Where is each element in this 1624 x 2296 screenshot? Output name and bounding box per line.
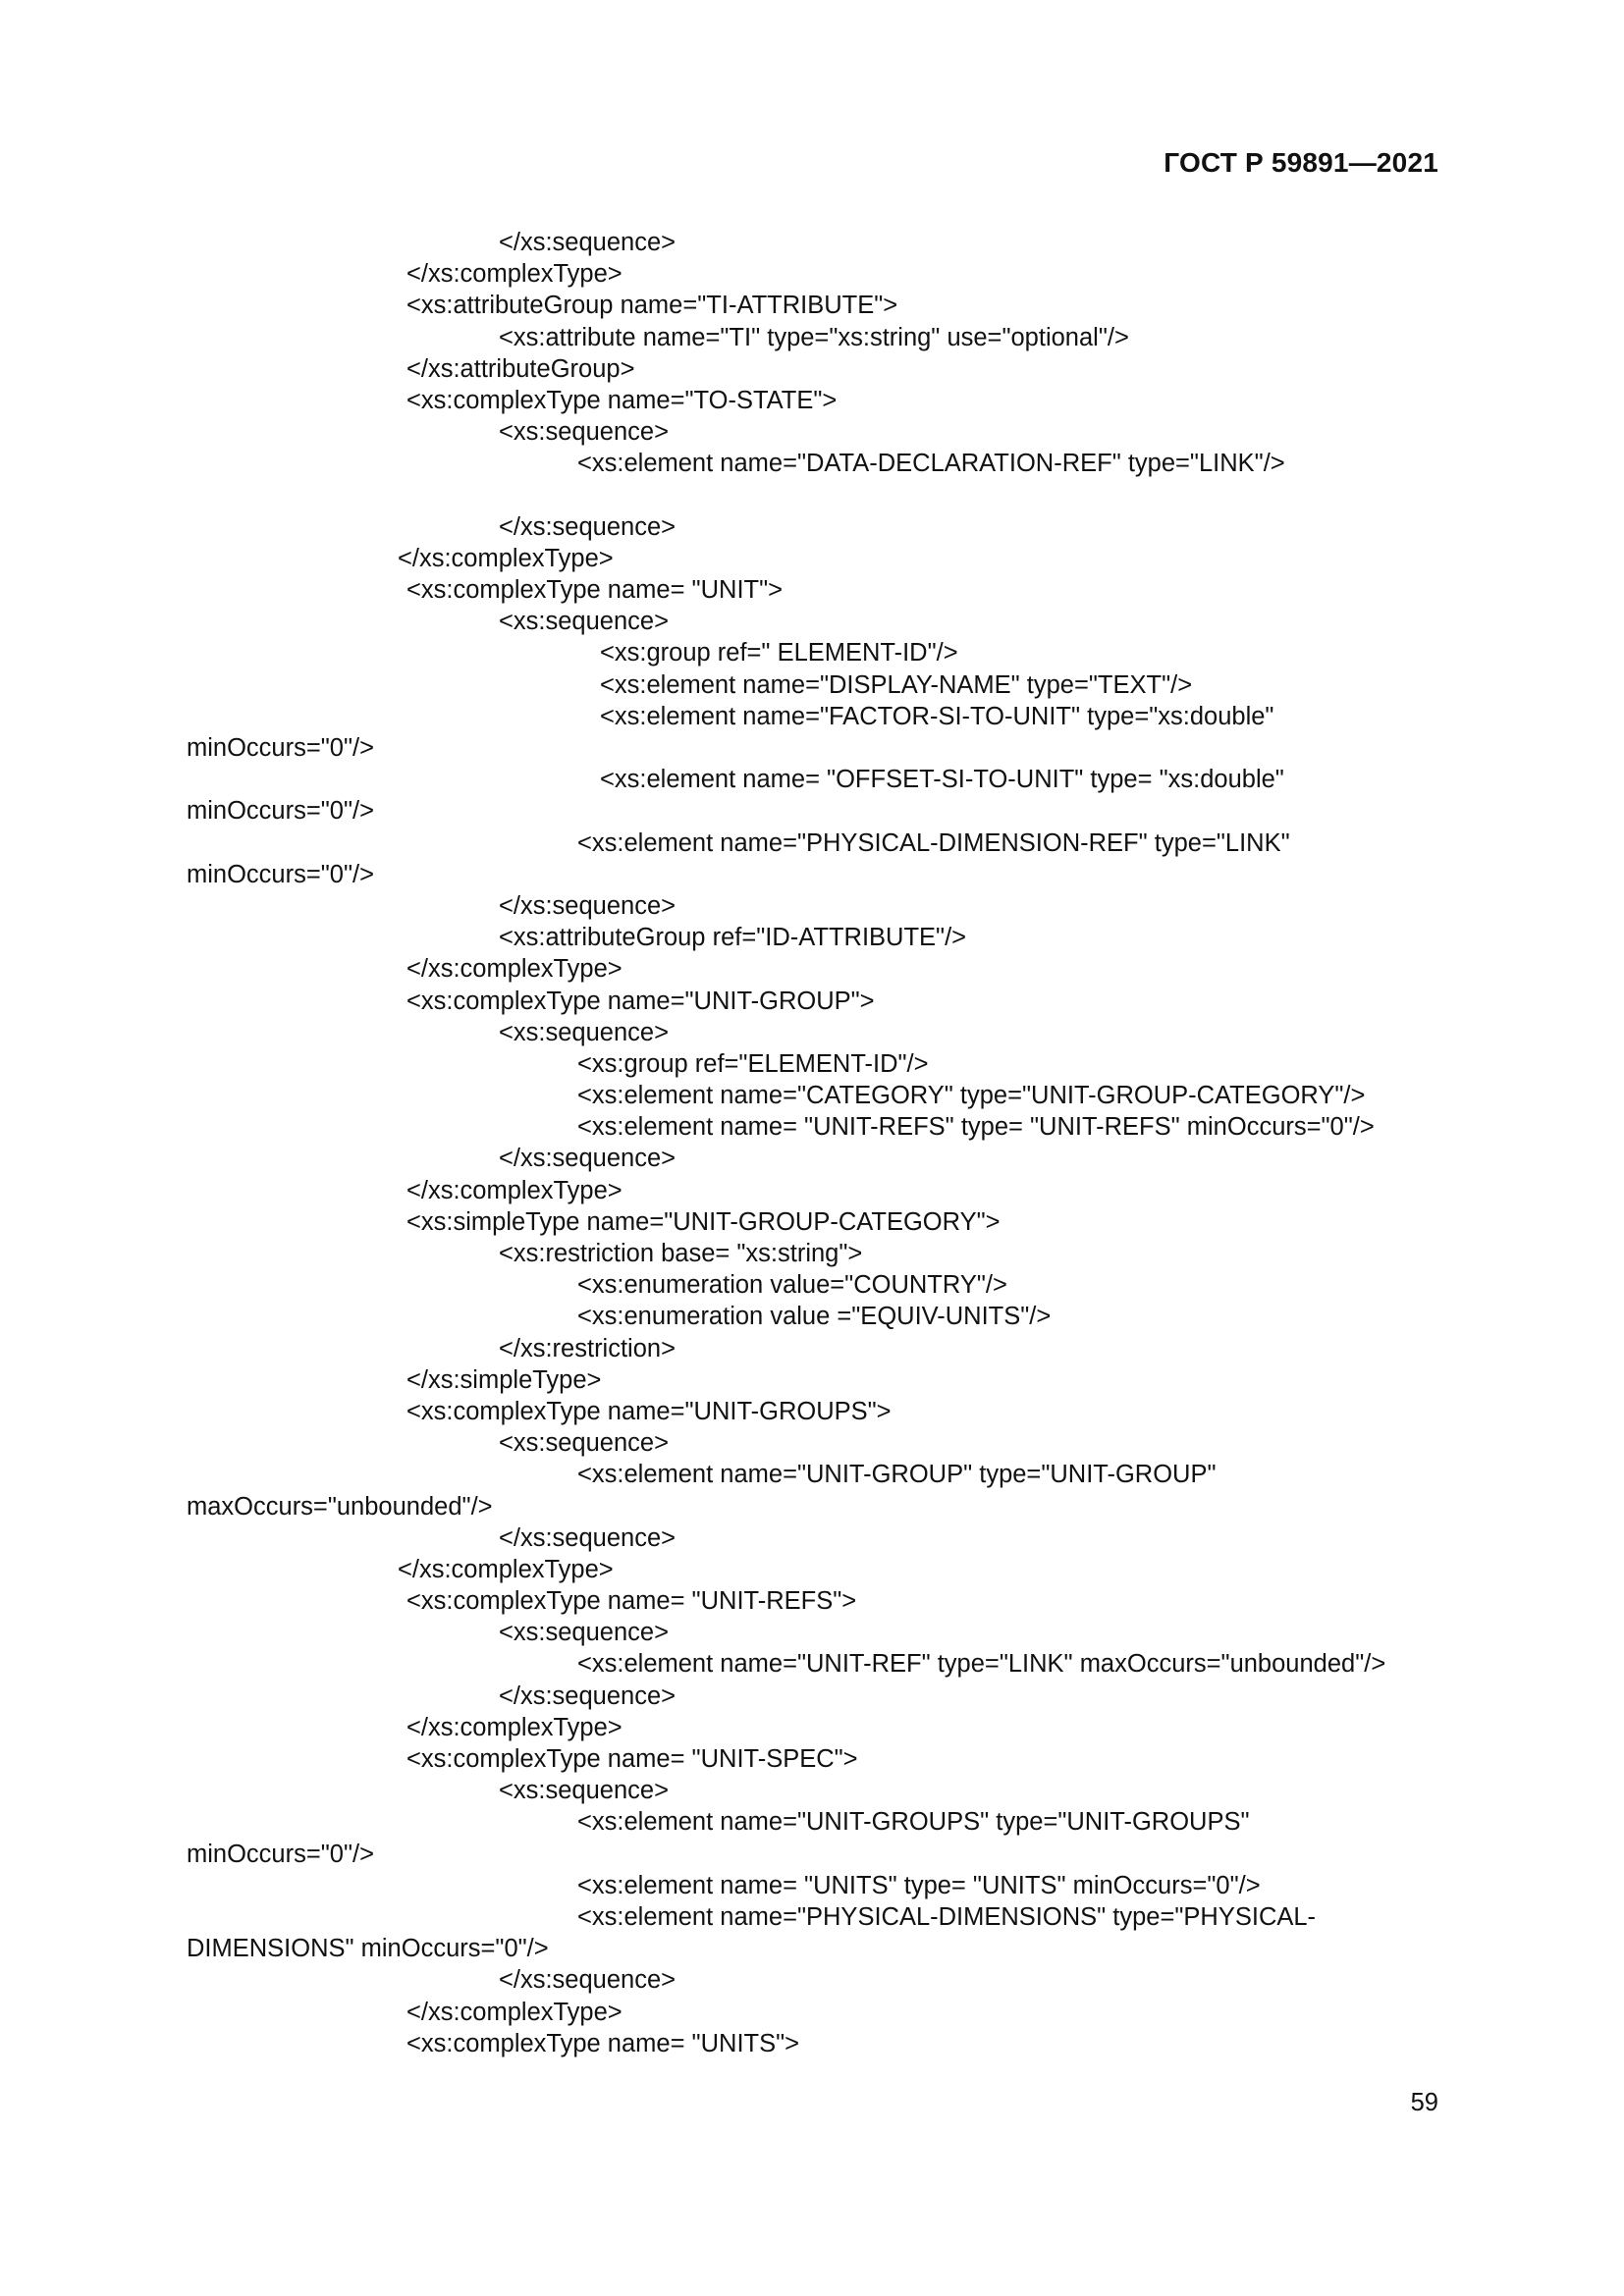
code-line-text: <xs:simpleType name="UNIT-GROUP-CATEGORY">: [406, 1207, 1001, 1236]
code-line: [0, 1933, 1624, 1964]
code-line: [0, 1048, 1624, 1080]
code-line: [0, 511, 1624, 543]
code-line: [0, 1997, 1624, 2028]
code-line-text: DIMENSIONS" minOccurs="0"/>: [187, 1935, 549, 1963]
code-line: [0, 606, 1624, 637]
code-line-text: <xs:restriction base= "xs:string">: [499, 1240, 863, 1267]
code-line: [0, 1364, 1624, 1396]
code-line-text: <xs:sequence>: [499, 1777, 669, 1805]
code-line-text: </xs:complexType>: [406, 955, 623, 984]
code-line-text: maxOccurs="unbounded"/>: [187, 1492, 493, 1521]
code-line: [0, 1459, 1624, 1490]
code-line-text: <xs:group ref="ELEMENT-ID"/>: [577, 1049, 929, 1078]
code-line: [0, 2028, 1624, 2059]
code-line-text: </xs:sequence>: [499, 891, 677, 920]
code-line: [0, 1585, 1624, 1617]
code-line-text: <xs:group ref=" ELEMENT-ID"/>: [600, 639, 958, 667]
code-line-text: <xs:complexType name="TO-STATE">: [406, 386, 838, 414]
code-line-text: </xs:complexType>: [406, 1713, 623, 1741]
code-line-text: <xs:attributeGroup ref="ID-ATTRIBUTE"/>: [499, 924, 967, 952]
code-line: [0, 1080, 1624, 1111]
code-line-text: <xs:complexType name= "UNIT-REFS">: [406, 1587, 857, 1616]
code-line-text: </xs:complexType>: [406, 1176, 623, 1204]
code-line-text: <xs:attributeGroup name="TI-ATTRIBUTE">: [406, 292, 898, 320]
code-line-text: <xs:complexType name= "UNITS">: [406, 2029, 800, 2057]
code-line: [0, 1238, 1624, 1269]
code-line: [0, 986, 1624, 1017]
code-line: [0, 1681, 1624, 1712]
code-line-text: </xs:sequence>: [499, 229, 677, 256]
code-line: [0, 1617, 1624, 1648]
code-line-text: </xs:sequence>: [499, 1145, 677, 1173]
code-line-text: <xs:attribute name="TI" type="xs:string" use="optional"/>: [499, 323, 1129, 351]
code-line: [0, 1839, 1624, 1870]
code-line-text: </xs:complexType>: [398, 1555, 614, 1583]
code-line: [0, 1175, 1624, 1206]
xsd-code-listing: [0, 227, 1624, 2059]
code-line-text: <xs:element name="DATA-DECLARATION-REF" type="LINK"/>: [577, 450, 1285, 478]
code-line-text: <xs:sequence>: [499, 1018, 669, 1046]
code-line-text: <xs:complexType name= "UNIT">: [406, 576, 784, 605]
code-line: [0, 1901, 1624, 1933]
code-line: [0, 1870, 1624, 1901]
code-line-text: minOccurs="0"/>: [187, 1840, 375, 1868]
code-line-text: <xs:element name="UNIT-GROUPS" type="UNIT-GROUPS": [577, 1808, 1250, 1837]
code-line: [0, 1964, 1624, 1996]
code-line: [0, 258, 1624, 290]
code-line: [0, 353, 1624, 385]
page-number: 59: [1410, 2089, 1438, 2116]
code-line-text: <xs:complexType name="UNIT-GROUPS">: [406, 1397, 892, 1425]
code-line: [0, 764, 1624, 795]
code-line-text: minOccurs="0"/>: [187, 797, 375, 826]
code-line: [0, 1491, 1624, 1522]
code-line-text: <xs:element name="PHYSICAL-DIMENSIONS" type="PHYSICAL-: [577, 1902, 1317, 1931]
code-line-text: </xs:complexType>: [406, 260, 623, 289]
code-line: [0, 290, 1624, 321]
code-line-text: </xs:sequence>: [499, 1682, 677, 1710]
code-line-text: <xs:complexType name= "UNIT-SPEC">: [406, 1745, 858, 1773]
code-line: [0, 416, 1624, 448]
code-line: [0, 1143, 1624, 1174]
code-line-text: <xs:sequence>: [499, 608, 669, 636]
code-line: [0, 1648, 1624, 1680]
code-line-text: <xs:element name= "OFFSET-SI-TO-UNIT" type= "xs:double": [600, 766, 1284, 794]
code-line: [0, 574, 1624, 606]
code-line: [0, 828, 1624, 859]
code-line: [0, 227, 1624, 258]
code-line-text: <xs:enumeration value ="EQUIV-UNITS"/>: [577, 1303, 1052, 1331]
code-line-text: <xs:element name="UNIT-REF" type="LINK" maxOccurs="unbounded"/>: [577, 1650, 1386, 1679]
document-code-header: ГОСТ Р 59891—2021: [1164, 147, 1438, 178]
code-line-text: </xs:restriction>: [499, 1334, 676, 1362]
code-line-text: <xs:element name= "UNIT-REFS" type= "UNIT-REFS" minOccurs="0"/>: [577, 1113, 1375, 1142]
code-line-text: </xs:attributeGroup>: [406, 354, 635, 383]
code-line: [0, 322, 1624, 353]
code-line: [0, 448, 1624, 479]
code-line: [0, 890, 1624, 922]
code-line: [0, 1775, 1624, 1806]
code-line: [0, 1522, 1624, 1554]
code-line-text: <xs:element name="FACTOR-SI-TO-UNIT" type="xs:double": [600, 702, 1274, 730]
code-line: [0, 480, 1624, 511]
code-line: [0, 1301, 1624, 1332]
code-line-text: <xs:sequence>: [499, 418, 669, 447]
code-line-text: </xs:simpleType>: [406, 1365, 602, 1394]
code-line-text: <xs:element name="DISPLAY-NAME" type="TEXT"/>: [600, 670, 1193, 699]
code-line-text: <xs:element name="PHYSICAL-DIMENSION-REF" type="LINK": [577, 828, 1290, 857]
code-line-text: minOccurs="0"/>: [187, 860, 375, 888]
code-line: [0, 1743, 1624, 1775]
code-line-text: </xs:sequence>: [499, 1966, 677, 1995]
code-line: [0, 1712, 1624, 1743]
code-line: [0, 669, 1624, 701]
code-line: [0, 953, 1624, 985]
code-line-text: <xs:sequence>: [499, 1429, 669, 1458]
code-line: [0, 543, 1624, 574]
code-line-text: </xs:complexType>: [398, 544, 614, 572]
code-line: [0, 385, 1624, 416]
code-line-text: </xs:sequence>: [499, 1523, 677, 1552]
code-line: [0, 1017, 1624, 1048]
code-line-text: <xs:element name="UNIT-GROUP" type="UNIT-GROUP": [577, 1461, 1217, 1489]
code-line: [0, 1111, 1624, 1143]
code-line: [0, 701, 1624, 732]
code-line-text: </xs:sequence>: [499, 512, 677, 541]
code-line-text: <xs:complexType name="UNIT-GROUP">: [406, 987, 875, 1015]
code-line: [0, 1396, 1624, 1427]
code-line: [0, 1206, 1624, 1238]
code-line: [0, 1333, 1624, 1364]
code-line: [0, 859, 1624, 890]
code-line-text: <xs:sequence>: [499, 1619, 669, 1647]
code-line: [0, 922, 1624, 953]
code-line: [0, 1269, 1624, 1301]
code-line: [0, 795, 1624, 827]
code-line: [0, 1427, 1624, 1459]
code-line-text: <xs:enumeration value="COUNTRY"/>: [577, 1271, 1007, 1300]
code-line: [0, 732, 1624, 764]
code-line-text: </xs:complexType>: [406, 1998, 623, 2026]
code-line: [0, 1554, 1624, 1585]
code-line-text: minOccurs="0"/>: [187, 734, 375, 762]
code-line: [0, 1806, 1624, 1838]
code-line-text: <xs:element name= "UNITS" type= "UNITS" minOccurs="0"/>: [577, 1871, 1261, 1899]
code-line: [0, 637, 1624, 668]
code-line-text: <xs:element name="CATEGORY" type="UNIT-GROUP-CATEGORY"/>: [577, 1082, 1366, 1110]
